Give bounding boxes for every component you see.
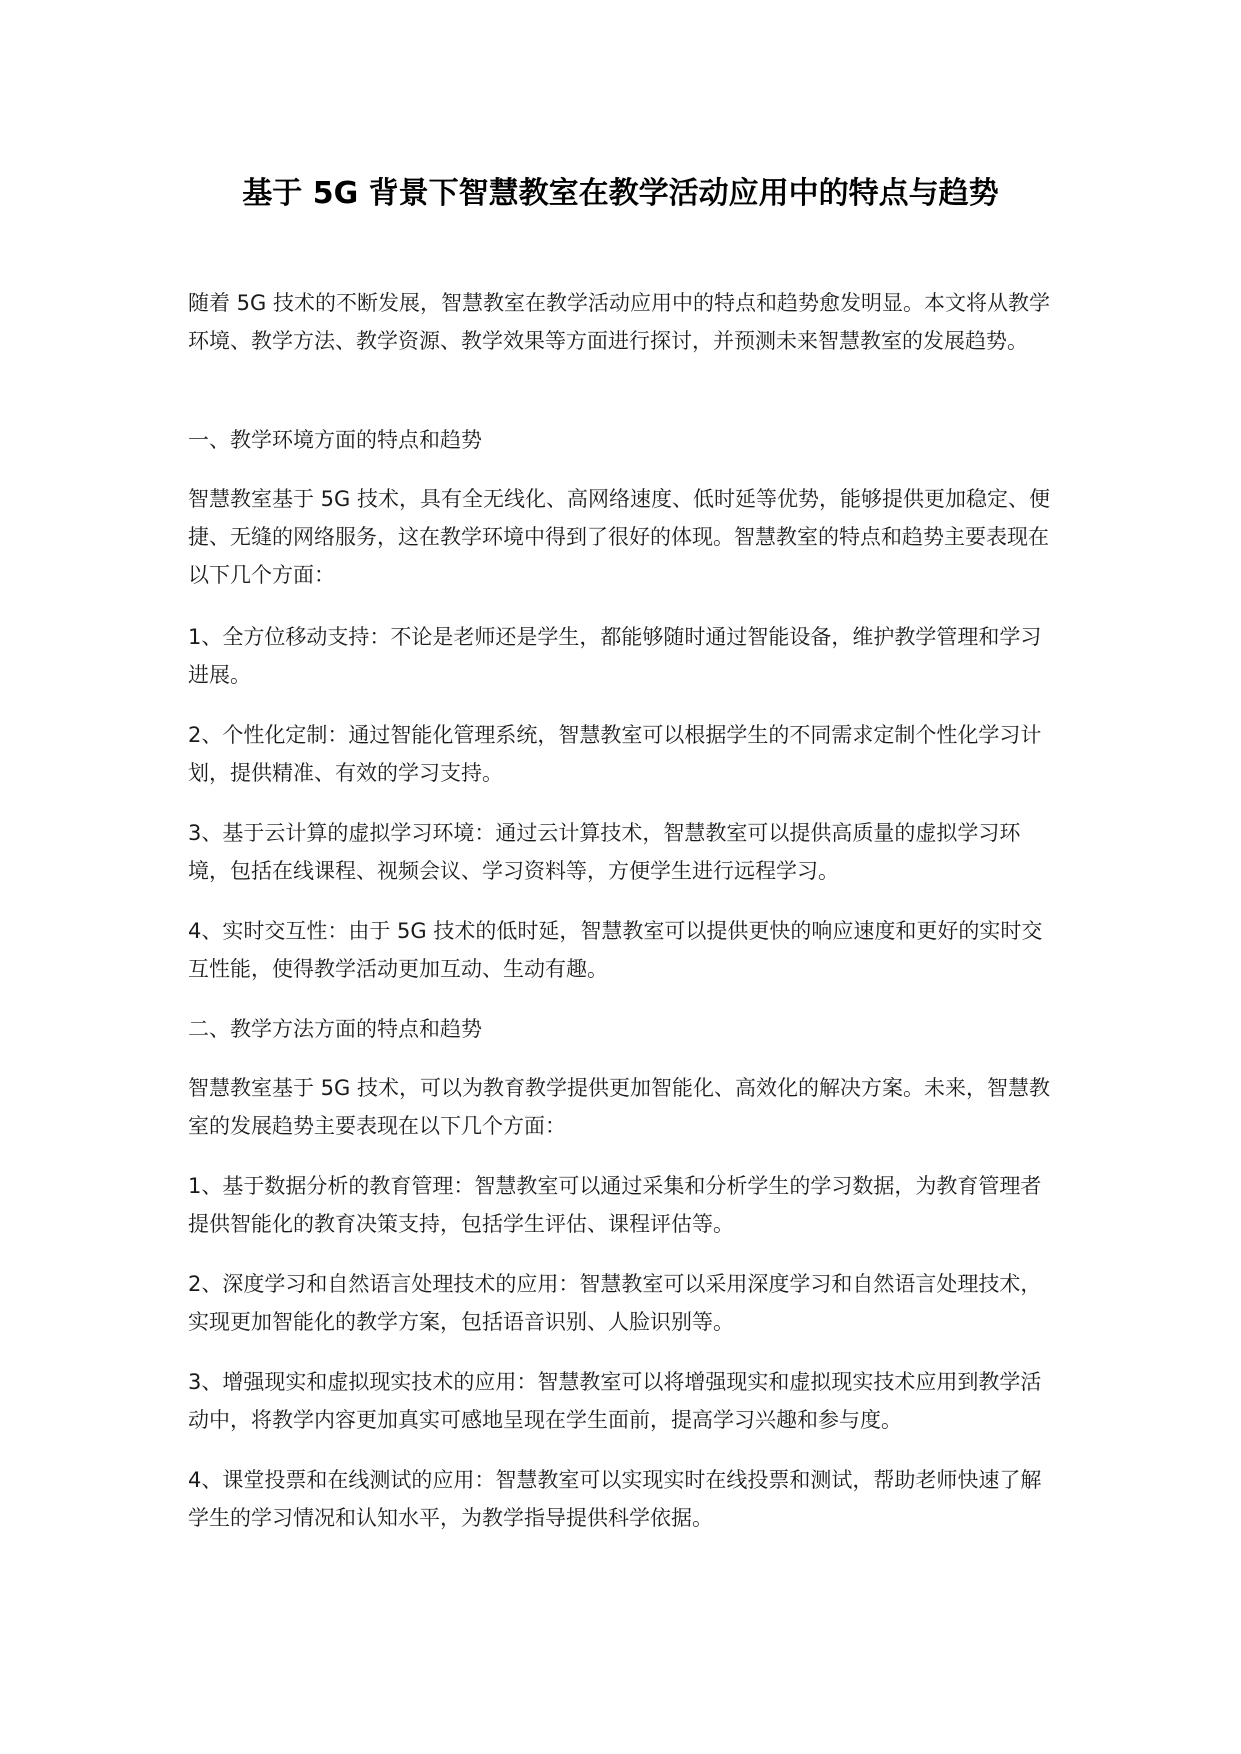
document-title: 基于 5G 背景下智慧教室在教学活动应用中的特点与趋势 — [242, 176, 999, 211]
intro-paragraph: 随着 5G 技术的不断发展，智慧教室在教学活动应用中的特点和趋势愈发明显。本文将从教学环境、教学方法、教学资源、教学效果等方面进行探讨，并预测未来智慧教室的发展趋势。 — [188, 291, 1050, 353]
environment-item-1: 1、全方位移动支持：不论是老师还是学生，都能够随时通过智能设备，维护教学管理和学习进展。 — [188, 625, 1042, 687]
section-heading-methods: 二、教学方法方面的特点和趋势 — [188, 1017, 482, 1041]
environment-item-2: 2、个性化定制：通过智能化管理系统，智慧教室可以根据学生的不同需求定制个性化学习计划，提供精准、有效的学习支持。 — [188, 723, 1042, 785]
environment-item-3: 3、基于云计算的虚拟学习环境：通过云计算技术，智慧教室可以提供高质量的虚拟学习环境，包括在线课程、视频会议、学习资料等，方便学生进行远程学习。 — [188, 821, 1021, 883]
environment-item-4: 4、实时交互性：由于 5G 技术的低时延，智慧教室可以提供更快的响应速度和更好的实时交互性能，使得教学活动更加互动、生动有趣。 — [188, 919, 1043, 981]
methods-item-1: 1、基于数据分析的教育管理：智慧教室可以通过采集和分析学生的学习数据，为教育管理者提供智能化的教育决策支持，包括学生评估、课程评估等。 — [188, 1174, 1042, 1236]
section-heading-environment: 一、教学环境方面的特点和趋势 — [188, 428, 482, 452]
methods-item-4: 4、课堂投票和在线测试的应用：智慧教室可以实现实时在线投票和测试，帮助老师快速了解学生的学习情况和认知水平，为教学指导提供科学依据。 — [188, 1468, 1042, 1530]
methods-item-3: 3、增强现实和虚拟现实技术的应用：智慧教室可以将增强现实和虚拟现实技术应用到教学活动中，将教学内容更加真实可感地呈现在学生面前，提高学习兴趣和参与度。 — [188, 1370, 1042, 1432]
methods-item-2: 2、深度学习和自然语言处理技术的应用：智慧教室可以采用深度学习和自然语言处理技术，实现更加智能化的教学方案，包括语音识别、人脸识别等。 — [188, 1272, 1042, 1334]
environment-paragraph: 智慧教室基于 5G 技术，具有全无线化、高网络速度、低时延等优势，能够提供更加稳定、便捷、无缝的网络服务，这在教学环境中得到了很好的体现。智慧教室的特点和趋势主要表现在以下几个方面： — [188, 487, 1050, 587]
methods-paragraph: 智慧教室基于 5G 技术，可以为教育教学提供更加智能化、高效化的解决方案。未来，智慧教室的发展趋势主要表现在以下几个方面： — [188, 1076, 1050, 1138]
